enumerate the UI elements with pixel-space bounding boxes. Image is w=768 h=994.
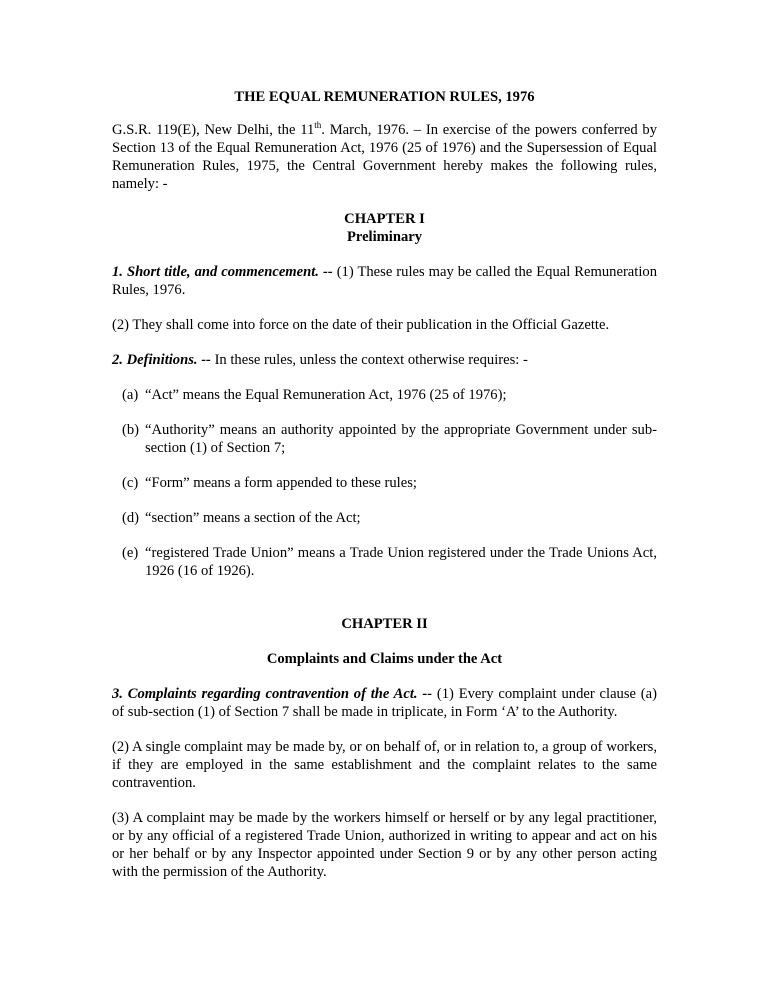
rule-2-heading: 2. Definitions. -- [112,352,211,368]
definition-text: “Act” means the Equal Remuneration Act, 1976 (25 of 1976); [145,387,507,403]
rule-3 [112,685,657,721]
definition-mark: (a) [122,387,139,403]
definition-item [122,509,657,527]
rule-3-sub-2: (2) A single complaint may be made by, or on behalf of, or in relation to, a group of workers, if they are employed in the same establishment and the complaint relates to the same contravention. [112,739,657,791]
chapter-1-heading [112,210,657,246]
preamble-rest: . March, 1976. – In exercise of the powers conferred by Section 13 of the Equal Remuneration Act, 1976 (25 of 1976) and the Supersession of Equal Remuneration Rules, 1975, the Central Government hereby makes the following rules, namely: - [112,122,658,192]
definition-text: “registered Trade Union” means a Trade Union registered under the Trade Unions Act, 1926 (16 of 1926). [145,545,657,579]
preamble-lead: G.S.R. 119(E), New Delhi, the 11 [112,122,315,138]
definition-item [122,421,657,457]
definition-text: “Form” means a form appended to these rules; [145,475,417,491]
definition-text: “section” means a section of the Act; [145,510,361,526]
preamble-superscript: th [314,120,322,131]
definition-mark: (b) [122,422,140,438]
definition-item [122,544,657,580]
rule-1 [112,263,657,299]
rule-1-text: (1) These rules may be called the Equal Remuneration Rules, 1976. [112,264,657,298]
definitions-list [122,386,657,580]
chapter-1-name: Preliminary [346,229,423,245]
chapter-1-number: CHAPTER I [344,211,425,227]
chapter-2-heading [112,615,657,668]
rule-3-heading: 3. Complaints regarding contravention of the Act. -- [112,686,433,702]
definition-text: “Authority” means an authority appointed by the appropriate Government under sub-section (1) of Section 7; [145,422,657,456]
document-page [112,88,657,898]
document-title: THE EQUAL REMUNERATION RULES, 1976 [234,89,535,105]
rule-2-text: In these rules, unless the context otherwise requires: - [210,352,528,368]
rule-2 [112,351,657,369]
preamble [112,121,657,193]
rule-3-sub-3: (3) A complaint may be made by the workers himself or herself or by any legal practitioner, or by any official of a registered Trade Union, authorized in writing to appear and act on his or her behalf or by any Inspector appointed under Section 9 or by any other person acting with the permission of the Authority. [112,810,657,880]
rule-3-text: (1) Every complaint under clause (a) of sub-section (1) of Section 7 shall be made in triplicate, in Form ‘A’ to the Authority. [112,686,657,720]
definition-mark: (d) [122,510,140,526]
definition-mark: (e) [122,545,139,561]
rule-1-sub-2: (2) They shall come into force on the date of their publication in the Official Gazette. [112,317,610,333]
spacer [112,597,657,615]
definition-mark: (c) [122,475,139,491]
chapter-2-name: Complaints and Claims under the Act [266,651,503,667]
definition-item [122,474,657,492]
definition-item [122,386,657,404]
rule-1-heading: 1. Short title, and commencement. -- [112,264,333,280]
chapter-2-number: CHAPTER II [341,616,428,632]
